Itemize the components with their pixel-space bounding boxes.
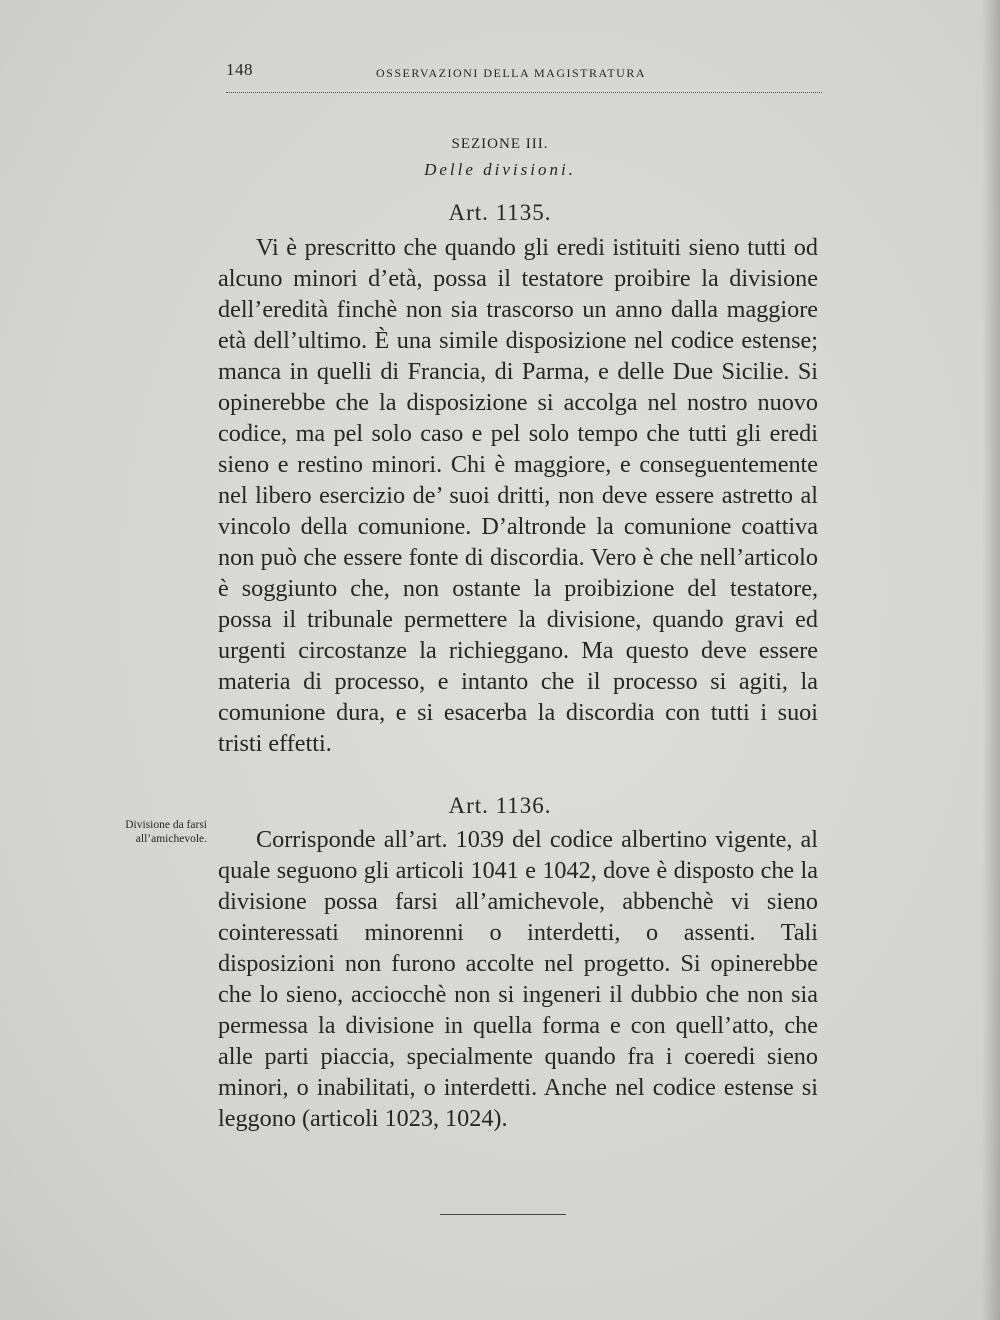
page-edge-shadow [982,0,1000,1320]
article-paragraph: Vi è prescritto che quando gli eredi istituiti sieno tutti od alcuno minori d’età, possa il testatore proibire la divisione dell’eredità finchè non sia trascorso un anno dalla maggiore età dell’ultimo. È una simile disposizione nel codice estense; manca in quelli di Francia, di Parma, e delle Due Sicilie. Si opinerebbe che la disposizione si accolga nel nostro nuovo codice, ma pel solo caso e pel solo tempo che tutti gli eredi sieno e restino minori. Chi è maggiore, e conseguentemente nel libero esercizio de’ suoi dritti, non deve essere astretto al vincolo della comunione. D’altronde la comunione coattiva non può che essere fonte di discordia. Vero è che nell’articolo è soggiunto che, non ostante la proibizione del testatore, possa il tribunale permettere la divisione, quando gravi ed urgenti circostanze la richieggano. Ma questo deve essere materia di processo, e intanto che il processo si agiti, la comunione dura, e si esacerba la discordia con tutti i suoi tristi effetti. [218,234,818,757]
article-body-1136 [218,824,818,1134]
article-heading-1135: Art. 1135. [448,200,552,225]
end-rule [440,1214,566,1215]
article-paragraph: Corrisponde all’art. 1039 del codice albertino vigente, al quale seguono gli articoli 1041 e 1042, dove è disposto che la divisione possa farsi all’amichevole, abbenchè vi sieno cointeressati minorenni o interdetti, o assenti. Tali disposizioni non furono accolte nel progetto. Si opinerebbe che lo sieno, acciocchè non si ingeneri il dubbio che non sia permessa la divisione in quella forma e con quell’atto, che alle parti piaccia, specialmente quando fra i coeredi sieno minori, o inabilitati, o interdetti. Anche nel codice estense si leggono (articoli 1023, 1024). [218,826,818,1132]
page-number: 148 [226,60,253,79]
header-rule [226,92,822,93]
section-title: Delle divisioni. [424,160,576,179]
article-body-1135 [218,232,818,759]
article-heading-1136: Art. 1136. [448,793,552,818]
running-head [226,60,826,90]
running-title: OSSERVAZIONI DELLA MAGISTRATURA [376,66,646,80]
margin-note: Divisione da farsi all’amichevole. [125,819,207,845]
section-label: SEZIONE III. [451,136,549,152]
